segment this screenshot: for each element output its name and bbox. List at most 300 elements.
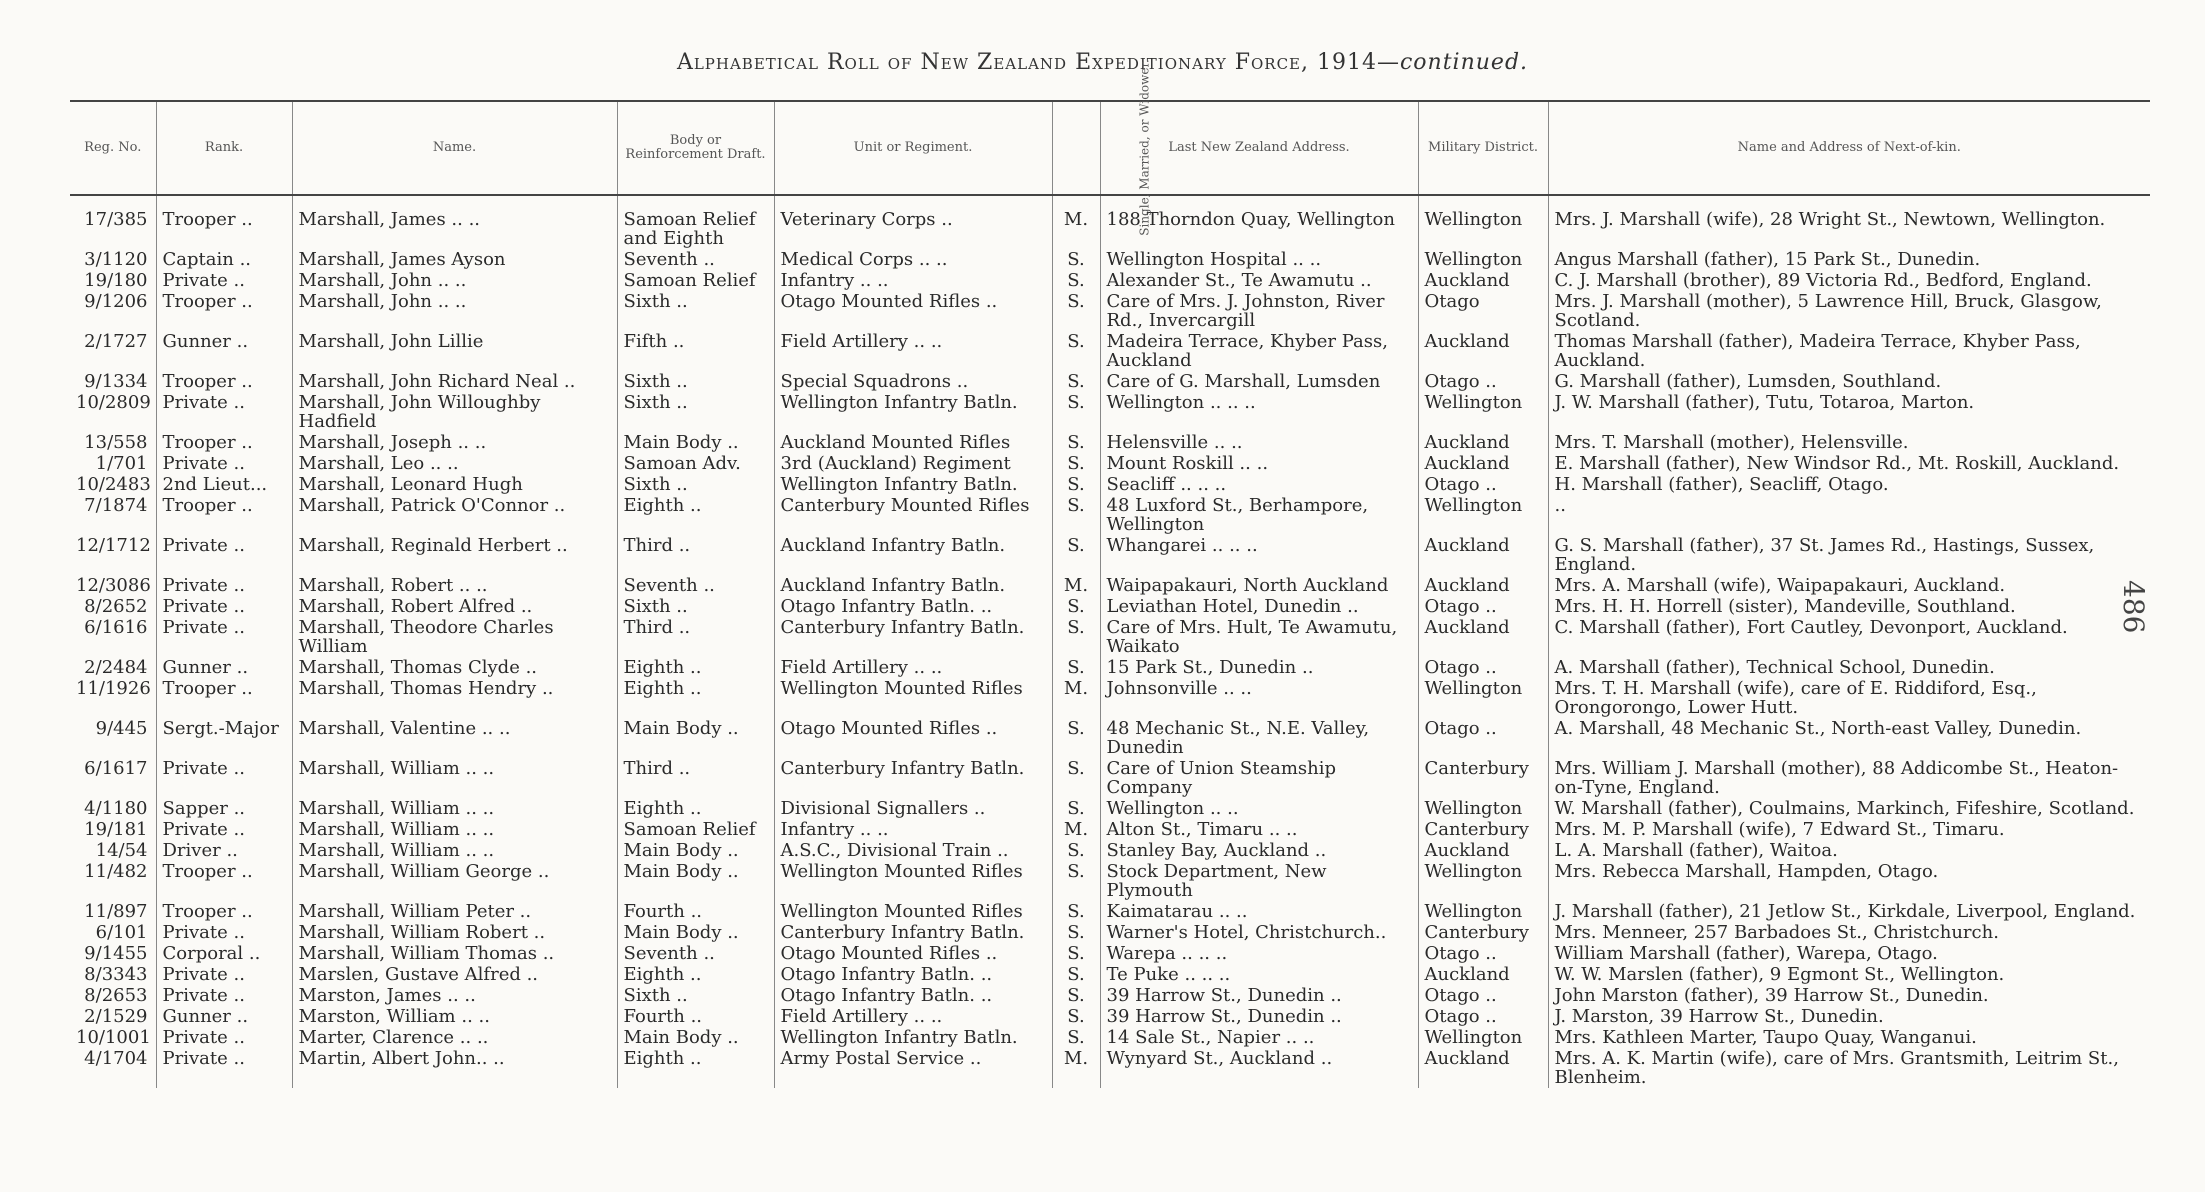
header-unit: Unit or Regiment. bbox=[774, 101, 1052, 195]
next-of-kin-cell: A. Marshall, 48 Mechanic St., North-east Valley, Dunedin. bbox=[1548, 718, 2150, 758]
unit-cell: Field Artillery .. .. bbox=[774, 657, 1052, 678]
status-cell: S. bbox=[1052, 331, 1100, 371]
body-cell: Eighth .. bbox=[617, 1048, 774, 1088]
unit-cell: Divisional Signallers .. bbox=[774, 798, 1052, 819]
rank-cell: Trooper .. bbox=[156, 901, 292, 922]
unit-cell: Canterbury Infantry Batln. bbox=[774, 758, 1052, 798]
district-cell: Auckland bbox=[1418, 1048, 1548, 1088]
table-row bbox=[70, 249, 2150, 270]
rank-cell: Gunner .. bbox=[156, 657, 292, 678]
unit-cell: Infantry .. .. bbox=[774, 819, 1052, 840]
body-cell: Fourth .. bbox=[617, 901, 774, 922]
address-cell: 14 Sale St., Napier .. .. bbox=[1100, 1027, 1418, 1048]
name-cell: Marshall, William .. .. bbox=[292, 819, 617, 840]
name-cell: Marshall, Thomas Hendry .. bbox=[292, 678, 617, 718]
body-cell: Main Body .. bbox=[617, 840, 774, 861]
title-continued: continued. bbox=[1399, 50, 1529, 75]
header-next-of-kin: Name and Address of Next-of-kin. bbox=[1548, 101, 2150, 195]
district-cell: Otago .. bbox=[1418, 474, 1548, 495]
next-of-kin-cell: A. Marshall (father), Technical School, Dunedin. bbox=[1548, 657, 2150, 678]
body-cell: Main Body .. bbox=[617, 432, 774, 453]
body-cell: Sixth .. bbox=[617, 985, 774, 1006]
district-cell: Wellington bbox=[1418, 798, 1548, 819]
unit-cell: Wellington Mounted Rifles bbox=[774, 678, 1052, 718]
next-of-kin-cell: J. Marshall (father), 21 Jetlow St., Kirkdale, Liverpool, England. bbox=[1548, 901, 2150, 922]
status-cell: M. bbox=[1052, 195, 1100, 249]
district-cell: Otago .. bbox=[1418, 371, 1548, 392]
status-cell: S. bbox=[1052, 249, 1100, 270]
next-of-kin-cell: W. Marshall (father), Coulmains, Markinch, Fifeshire, Scotland. bbox=[1548, 798, 2150, 819]
address-cell: Stanley Bay, Auckland .. bbox=[1100, 840, 1418, 861]
name-cell: Marshall, Valentine .. .. bbox=[292, 718, 617, 758]
table-row bbox=[70, 943, 2150, 964]
unit-cell: Canterbury Infantry Batln. bbox=[774, 617, 1052, 657]
unit-cell: Auckland Infantry Batln. bbox=[774, 575, 1052, 596]
district-cell: Otago .. bbox=[1418, 596, 1548, 617]
table-row bbox=[70, 819, 2150, 840]
status-cell: S. bbox=[1052, 758, 1100, 798]
reg-no-cell: 6/101 bbox=[95, 922, 148, 943]
next-of-kin-cell: Mrs. Kathleen Marter, Taupo Quay, Wanganui. bbox=[1548, 1027, 2150, 1048]
header-body: Body or Reinforcement Draft. bbox=[617, 101, 774, 195]
reg-no-cell: 14/54 bbox=[95, 840, 148, 861]
district-cell: Wellington bbox=[1418, 901, 1548, 922]
status-cell: S. bbox=[1052, 291, 1100, 331]
body-cell: Samoan Relief and Eighth bbox=[617, 195, 774, 249]
address-cell: Madeira Terrace, Khyber Pass, Auckland bbox=[1100, 331, 1418, 371]
rank-cell: Private .. bbox=[156, 1027, 292, 1048]
reg-no-cell: 8/2653 bbox=[84, 985, 148, 1006]
unit-cell: Field Artillery .. .. bbox=[774, 331, 1052, 371]
next-of-kin-cell: J. Marston, 39 Harrow St., Dunedin. bbox=[1548, 1006, 2150, 1027]
body-cell: Third .. bbox=[617, 535, 774, 575]
body-cell: Main Body .. bbox=[617, 718, 774, 758]
reg-no-cell: 13/558 bbox=[84, 432, 148, 453]
name-cell: Marshall, William Robert .. bbox=[292, 922, 617, 943]
table-row bbox=[70, 798, 2150, 819]
name-cell: Marston, James .. .. bbox=[292, 985, 617, 1006]
district-cell: Canterbury bbox=[1418, 819, 1548, 840]
next-of-kin-cell: Mrs. T. H. Marshall (wife), care of E. Riddiford, Esq., Orongorongo, Lower Hutt. bbox=[1548, 678, 2150, 718]
name-cell: Martin, Albert John.. .. bbox=[292, 1048, 617, 1088]
next-of-kin-cell: W. W. Marslen (father), 9 Egmont St., Wellington. bbox=[1548, 964, 2150, 985]
header-row bbox=[70, 101, 2150, 195]
body-cell: Sixth .. bbox=[617, 371, 774, 392]
body-cell: Sixth .. bbox=[617, 474, 774, 495]
unit-cell: Special Squadrons .. bbox=[774, 371, 1052, 392]
next-of-kin-cell: Mrs. H. H. Horrell (sister), Mandeville, Southland. bbox=[1548, 596, 2150, 617]
unit-cell: Wellington Infantry Batln. bbox=[774, 1027, 1052, 1048]
body-cell: Eighth .. bbox=[617, 798, 774, 819]
status-cell: S. bbox=[1052, 943, 1100, 964]
unit-cell: Otago Mounted Rifles .. bbox=[774, 291, 1052, 331]
table-row bbox=[70, 964, 2150, 985]
name-cell: Marshall, Robert Alfred .. bbox=[292, 596, 617, 617]
table-row bbox=[70, 195, 2150, 249]
status-cell: S. bbox=[1052, 535, 1100, 575]
unit-cell: Field Artillery .. .. bbox=[774, 1006, 1052, 1027]
district-cell: Wellington bbox=[1418, 678, 1548, 718]
name-cell: Marshall, William .. .. bbox=[292, 758, 617, 798]
rank-cell: Private .. bbox=[156, 392, 292, 432]
district-cell: Otago .. bbox=[1418, 1006, 1548, 1027]
name-cell: Marshall, John Richard Neal .. bbox=[292, 371, 617, 392]
next-of-kin-cell: Angus Marshall (father), 15 Park St., Dunedin. bbox=[1548, 249, 2150, 270]
address-cell: Te Puke .. .. .. bbox=[1100, 964, 1418, 985]
table-row bbox=[70, 291, 2150, 331]
name-cell: Marshall, John Lillie bbox=[292, 331, 617, 371]
reg-no-cell: 10/1001 bbox=[76, 1027, 151, 1048]
unit-cell: Wellington Infantry Batln. bbox=[774, 474, 1052, 495]
address-cell: Care of Mrs. Hult, Te Awamutu, Waikato bbox=[1100, 617, 1418, 657]
status-cell: S. bbox=[1052, 861, 1100, 901]
table-row bbox=[70, 678, 2150, 718]
body-cell: Samoan Relief bbox=[617, 270, 774, 291]
next-of-kin-cell: Mrs. A. K. Martin (wife), care of Mrs. Grantsmith, Leitrim St., Blenheim. bbox=[1548, 1048, 2150, 1088]
table-row bbox=[70, 474, 2150, 495]
status-cell: S. bbox=[1052, 922, 1100, 943]
table-row bbox=[70, 331, 2150, 371]
next-of-kin-cell: G. S. Marshall (father), 37 St. James Rd., Hastings, Sussex, England. bbox=[1548, 535, 2150, 575]
district-cell: Auckland bbox=[1418, 617, 1548, 657]
unit-cell: Medical Corps .. .. bbox=[774, 249, 1052, 270]
unit-cell: Canterbury Mounted Rifles bbox=[774, 495, 1052, 535]
next-of-kin-cell: Mrs. M. P. Marshall (wife), 7 Edward St., Timaru. bbox=[1548, 819, 2150, 840]
rank-cell: Private .. bbox=[156, 596, 292, 617]
district-cell: Wellington bbox=[1418, 195, 1548, 249]
name-cell: Marshall, William Peter .. bbox=[292, 901, 617, 922]
address-cell: Alexander St., Te Awamutu .. bbox=[1100, 270, 1418, 291]
status-cell: S. bbox=[1052, 901, 1100, 922]
district-cell: Auckland bbox=[1418, 270, 1548, 291]
body-cell: Samoan Adv. bbox=[617, 453, 774, 474]
address-cell: Warner's Hotel, Christchurch.. bbox=[1100, 922, 1418, 943]
body-cell: Seventh .. bbox=[617, 943, 774, 964]
address-cell: Leviathan Hotel, Dunedin .. bbox=[1100, 596, 1418, 617]
name-cell: Marshall, Robert .. .. bbox=[292, 575, 617, 596]
header-status-label: Single, Married, or Widower. bbox=[1137, 59, 1152, 236]
address-cell: Wellington .. .. .. bbox=[1100, 392, 1418, 432]
reg-no-cell: 6/1617 bbox=[84, 758, 148, 779]
next-of-kin-cell: Mrs. William J. Marshall (mother), 88 Addicombe St., Heaton-on-Tyne, England. bbox=[1548, 758, 2150, 798]
district-cell: Auckland bbox=[1418, 964, 1548, 985]
rank-cell: Private .. bbox=[156, 985, 292, 1006]
reg-no-cell: 6/1616 bbox=[84, 617, 148, 638]
reg-no-cell: 9/1455 bbox=[84, 943, 148, 964]
table-row bbox=[70, 596, 2150, 617]
unit-cell: 3rd (Auckland) Regiment bbox=[774, 453, 1052, 474]
rank-cell: Sapper .. bbox=[156, 798, 292, 819]
name-cell: Marston, William .. .. bbox=[292, 1006, 617, 1027]
body-cell: Fifth .. bbox=[617, 331, 774, 371]
table-row bbox=[70, 901, 2150, 922]
rank-cell: Private .. bbox=[156, 819, 292, 840]
name-cell: Marshall, William Thomas .. bbox=[292, 943, 617, 964]
reg-no-cell: 2/1529 bbox=[84, 1006, 148, 1027]
address-cell: Wynyard St., Auckland .. bbox=[1100, 1048, 1418, 1088]
reg-no-cell: 11/1926 bbox=[76, 678, 151, 699]
table-row bbox=[70, 1048, 2150, 1088]
address-cell: Whangarei .. .. .. bbox=[1100, 535, 1418, 575]
next-of-kin-cell: G. Marshall (father), Lumsden, Southland. bbox=[1548, 371, 2150, 392]
body-cell: Sixth .. bbox=[617, 596, 774, 617]
unit-cell: Otago Infantry Batln. .. bbox=[774, 985, 1052, 1006]
reg-no-cell: 10/2483 bbox=[76, 474, 151, 495]
status-cell: S. bbox=[1052, 718, 1100, 758]
name-cell: Marshall, John .. .. bbox=[292, 270, 617, 291]
unit-cell: Otago Infantry Batln. .. bbox=[774, 964, 1052, 985]
name-cell: Marshall, John Willoughby Hadfield bbox=[292, 392, 617, 432]
next-of-kin-cell: E. Marshall (father), New Windsor Rd., Mt. Roskill, Auckland. bbox=[1548, 453, 2150, 474]
status-cell: S. bbox=[1052, 371, 1100, 392]
reg-no-cell: 11/897 bbox=[84, 901, 148, 922]
rank-cell: Trooper .. bbox=[156, 371, 292, 392]
body-cell: Eighth .. bbox=[617, 657, 774, 678]
unit-cell: Wellington Mounted Rifles bbox=[774, 861, 1052, 901]
reg-no-cell: 2/2484 bbox=[84, 657, 148, 678]
status-cell: S. bbox=[1052, 1027, 1100, 1048]
body-cell: Main Body .. bbox=[617, 861, 774, 901]
table-row bbox=[70, 840, 2150, 861]
next-of-kin-cell: Mrs. J. Marshall (mother), 5 Lawrence Hill, Bruck, Glasgow, Scotland. bbox=[1548, 291, 2150, 331]
reg-no-cell: 4/1180 bbox=[84, 798, 148, 819]
body-cell: Third .. bbox=[617, 758, 774, 798]
unit-cell: Otago Mounted Rifles .. bbox=[774, 943, 1052, 964]
reg-no-cell: 19/180 bbox=[84, 270, 148, 291]
body-cell: Eighth .. bbox=[617, 964, 774, 985]
rank-cell: Private .. bbox=[156, 453, 292, 474]
rank-cell: Trooper .. bbox=[156, 195, 292, 249]
unit-cell: A.S.C., Divisional Train .. bbox=[774, 840, 1052, 861]
address-cell: Kaimatarau .. .. bbox=[1100, 901, 1418, 922]
name-cell: Marshall, William .. .. bbox=[292, 840, 617, 861]
district-cell: Wellington bbox=[1418, 1027, 1548, 1048]
status-cell: M. bbox=[1052, 1048, 1100, 1088]
title-main: Alphabetical Roll of New Zealand Expeditionary Force, 1914— bbox=[676, 50, 1400, 75]
body-cell: Third .. bbox=[617, 617, 774, 657]
reg-no-cell: 4/1704 bbox=[84, 1048, 148, 1069]
district-cell: Auckland bbox=[1418, 453, 1548, 474]
reg-no-cell: 9/445 bbox=[95, 718, 148, 739]
rank-cell: 2nd Lieut... bbox=[156, 474, 292, 495]
rank-cell: Corporal .. bbox=[156, 943, 292, 964]
reg-no-cell: 19/181 bbox=[84, 819, 148, 840]
status-cell: S. bbox=[1052, 964, 1100, 985]
rank-cell: Private .. bbox=[156, 617, 292, 657]
body-cell: Sixth .. bbox=[617, 291, 774, 331]
status-cell: S. bbox=[1052, 596, 1100, 617]
name-cell: Marshall, James Ayson bbox=[292, 249, 617, 270]
address-cell: Waipapakauri, North Auckland bbox=[1100, 575, 1418, 596]
rank-cell: Sergt.-Major bbox=[156, 718, 292, 758]
table-row bbox=[70, 270, 2150, 291]
status-cell: S. bbox=[1052, 270, 1100, 291]
table-row bbox=[70, 495, 2150, 535]
name-cell: Marshall, Patrick O'Connor .. bbox=[292, 495, 617, 535]
table-row bbox=[70, 575, 2150, 596]
table-row bbox=[70, 758, 2150, 798]
reg-no-cell: 9/1334 bbox=[84, 371, 148, 392]
unit-cell: Auckland Mounted Rifles bbox=[774, 432, 1052, 453]
address-cell: Care of Mrs. J. Johnston, River Rd., Invercargill bbox=[1100, 291, 1418, 331]
district-cell: Otago .. bbox=[1418, 985, 1548, 1006]
name-cell: Marshall, Leonard Hugh bbox=[292, 474, 617, 495]
reg-no-cell: 9/1206 bbox=[84, 291, 148, 312]
reg-no-cell: 12/1712 bbox=[76, 535, 151, 556]
status-cell: M. bbox=[1052, 575, 1100, 596]
name-cell: Marslen, Gustave Alfred .. bbox=[292, 964, 617, 985]
header-district: Military District. bbox=[1418, 101, 1548, 195]
name-cell: Marshall, William George .. bbox=[292, 861, 617, 901]
next-of-kin-cell: Mrs. Rebecca Marshall, Hampden, Otago. bbox=[1548, 861, 2150, 901]
status-cell: S. bbox=[1052, 617, 1100, 657]
reg-no-cell: 11/482 bbox=[84, 861, 148, 882]
status-cell: S. bbox=[1052, 798, 1100, 819]
district-cell: Otago .. bbox=[1418, 657, 1548, 678]
table-row bbox=[70, 453, 2150, 474]
status-cell: S. bbox=[1052, 453, 1100, 474]
address-cell: Wellington .. .. bbox=[1100, 798, 1418, 819]
reg-no-cell: 8/3343 bbox=[84, 964, 148, 985]
body-cell: Main Body .. bbox=[617, 922, 774, 943]
district-cell: Auckland bbox=[1418, 432, 1548, 453]
body-cell: Eighth .. bbox=[617, 678, 774, 718]
next-of-kin-cell: Mrs. J. Marshall (wife), 28 Wright St., Newtown, Wellington. bbox=[1548, 195, 2150, 249]
header-reg-no: Reg. No. bbox=[70, 101, 156, 195]
rank-cell: Trooper .. bbox=[156, 861, 292, 901]
name-cell: Marshall, James .. .. bbox=[292, 195, 617, 249]
next-of-kin-cell: Mrs. Menneer, 257 Barbadoes St., Christchurch. bbox=[1548, 922, 2150, 943]
next-of-kin-cell: Mrs. A. Marshall (wife), Waipapakauri, Auckland. bbox=[1548, 575, 2150, 596]
address-cell: Care of G. Marshall, Lumsden bbox=[1100, 371, 1418, 392]
address-cell: Stock Department, New Plymouth bbox=[1100, 861, 1418, 901]
address-cell: Johnsonville .. .. bbox=[1100, 678, 1418, 718]
unit-cell: Army Postal Service .. bbox=[774, 1048, 1052, 1088]
status-cell: S. bbox=[1052, 474, 1100, 495]
unit-cell: Veterinary Corps .. bbox=[774, 195, 1052, 249]
district-cell: Otago bbox=[1418, 291, 1548, 331]
status-cell: S. bbox=[1052, 392, 1100, 432]
district-cell: Auckland bbox=[1418, 331, 1548, 371]
next-of-kin-cell: William Marshall (father), Warepa, Otago. bbox=[1548, 943, 2150, 964]
district-cell: Auckland bbox=[1418, 535, 1548, 575]
address-cell: 39 Harrow St., Dunedin .. bbox=[1100, 985, 1418, 1006]
next-of-kin-cell: C. Marshall (father), Fort Cautley, Devonport, Auckland. bbox=[1548, 617, 2150, 657]
unit-cell: Wellington Infantry Batln. bbox=[774, 392, 1052, 432]
rank-cell: Private .. bbox=[156, 758, 292, 798]
roll-rows bbox=[70, 195, 2150, 1088]
rank-cell: Private .. bbox=[156, 575, 292, 596]
table-row bbox=[70, 718, 2150, 758]
district-cell: Wellington bbox=[1418, 861, 1548, 901]
reg-no-cell: 3/1120 bbox=[84, 249, 148, 270]
rank-cell: Trooper .. bbox=[156, 678, 292, 718]
header-rank: Rank. bbox=[156, 101, 292, 195]
table-row bbox=[70, 371, 2150, 392]
rank-cell: Captain .. bbox=[156, 249, 292, 270]
page-title bbox=[0, 50, 2205, 75]
table-row bbox=[70, 617, 2150, 657]
body-cell: Main Body .. bbox=[617, 1027, 774, 1048]
header-name: Name. bbox=[292, 101, 617, 195]
address-cell: Care of Union Steamship Company bbox=[1100, 758, 1418, 798]
table-row bbox=[70, 1027, 2150, 1048]
body-cell: Sixth .. bbox=[617, 392, 774, 432]
address-cell: 39 Harrow St., Dunedin .. bbox=[1100, 1006, 1418, 1027]
reg-no-cell: 12/3086 bbox=[76, 575, 151, 596]
rank-cell: Private .. bbox=[156, 1048, 292, 1088]
status-cell: S. bbox=[1052, 840, 1100, 861]
table-row bbox=[70, 657, 2150, 678]
address-cell: 15 Park St., Dunedin .. bbox=[1100, 657, 1418, 678]
name-cell: Marshall, Joseph .. .. bbox=[292, 432, 617, 453]
unit-cell: Wellington Mounted Rifles bbox=[774, 901, 1052, 922]
rank-cell: Private .. bbox=[156, 922, 292, 943]
header-status bbox=[1052, 59, 1152, 236]
unit-cell: Otago Infantry Batln. .. bbox=[774, 596, 1052, 617]
body-cell: Samoan Relief bbox=[617, 819, 774, 840]
name-cell: Marshall, John .. .. bbox=[292, 291, 617, 331]
reg-no-cell: 8/2652 bbox=[84, 596, 148, 617]
reg-no-cell: 2/1727 bbox=[84, 331, 148, 352]
address-cell: Alton St., Timaru .. .. bbox=[1100, 819, 1418, 840]
district-cell: Auckland bbox=[1418, 575, 1548, 596]
body-cell: Eighth .. bbox=[617, 495, 774, 535]
table-row bbox=[70, 1006, 2150, 1027]
rank-cell: Driver .. bbox=[156, 840, 292, 861]
status-cell: S. bbox=[1052, 495, 1100, 535]
rank-cell: Trooper .. bbox=[156, 432, 292, 453]
next-of-kin-cell: L. A. Marshall (father), Waitoa. bbox=[1548, 840, 2150, 861]
table-row bbox=[70, 535, 2150, 575]
address-cell: 188 Thorndon Quay, Wellington bbox=[1100, 195, 1418, 249]
rank-cell: Gunner .. bbox=[156, 331, 292, 371]
next-of-kin-cell: J. W. Marshall (father), Tutu, Totaroa, Marton. bbox=[1548, 392, 2150, 432]
status-cell: S. bbox=[1052, 657, 1100, 678]
name-cell: Marshall, Theodore Charles William bbox=[292, 617, 617, 657]
name-cell: Marshall, Thomas Clyde .. bbox=[292, 657, 617, 678]
page-number: 486 bbox=[2117, 580, 2150, 634]
address-cell: Seacliff .. .. .. bbox=[1100, 474, 1418, 495]
name-cell: Marter, Clarence .. .. bbox=[292, 1027, 617, 1048]
unit-cell: Otago Mounted Rifles .. bbox=[774, 718, 1052, 758]
next-of-kin-cell: Thomas Marshall (father), Madeira Terrace, Khyber Pass, Auckland. bbox=[1548, 331, 2150, 371]
table-row bbox=[70, 861, 2150, 901]
next-of-kin-cell: H. Marshall (father), Seacliff, Otago. bbox=[1548, 474, 2150, 495]
next-of-kin-cell: John Marston (father), 39 Harrow St., Dunedin. bbox=[1548, 985, 2150, 1006]
next-of-kin-cell: C. J. Marshall (brother), 89 Victoria Rd., Bedford, England. bbox=[1548, 270, 2150, 291]
table-row bbox=[70, 922, 2150, 943]
body-cell: Seventh .. bbox=[617, 575, 774, 596]
status-cell: S. bbox=[1052, 985, 1100, 1006]
body-cell: Fourth .. bbox=[617, 1006, 774, 1027]
status-cell: M. bbox=[1052, 678, 1100, 718]
reg-no-cell: 17/385 bbox=[84, 209, 148, 230]
district-cell: Otago .. bbox=[1418, 718, 1548, 758]
rank-cell: Trooper .. bbox=[156, 291, 292, 331]
table-row bbox=[70, 432, 2150, 453]
district-cell: Otago .. bbox=[1418, 943, 1548, 964]
address-cell: Helensville .. .. bbox=[1100, 432, 1418, 453]
reg-no-cell: 1/701 bbox=[95, 453, 148, 474]
rank-cell: Gunner .. bbox=[156, 1006, 292, 1027]
table-row bbox=[70, 392, 2150, 432]
name-cell: Marshall, William .. .. bbox=[292, 798, 617, 819]
unit-cell: Infantry .. .. bbox=[774, 270, 1052, 291]
reg-no-cell: 10/2809 bbox=[76, 392, 151, 413]
district-cell: Auckland bbox=[1418, 840, 1548, 861]
status-cell: S. bbox=[1052, 1006, 1100, 1027]
